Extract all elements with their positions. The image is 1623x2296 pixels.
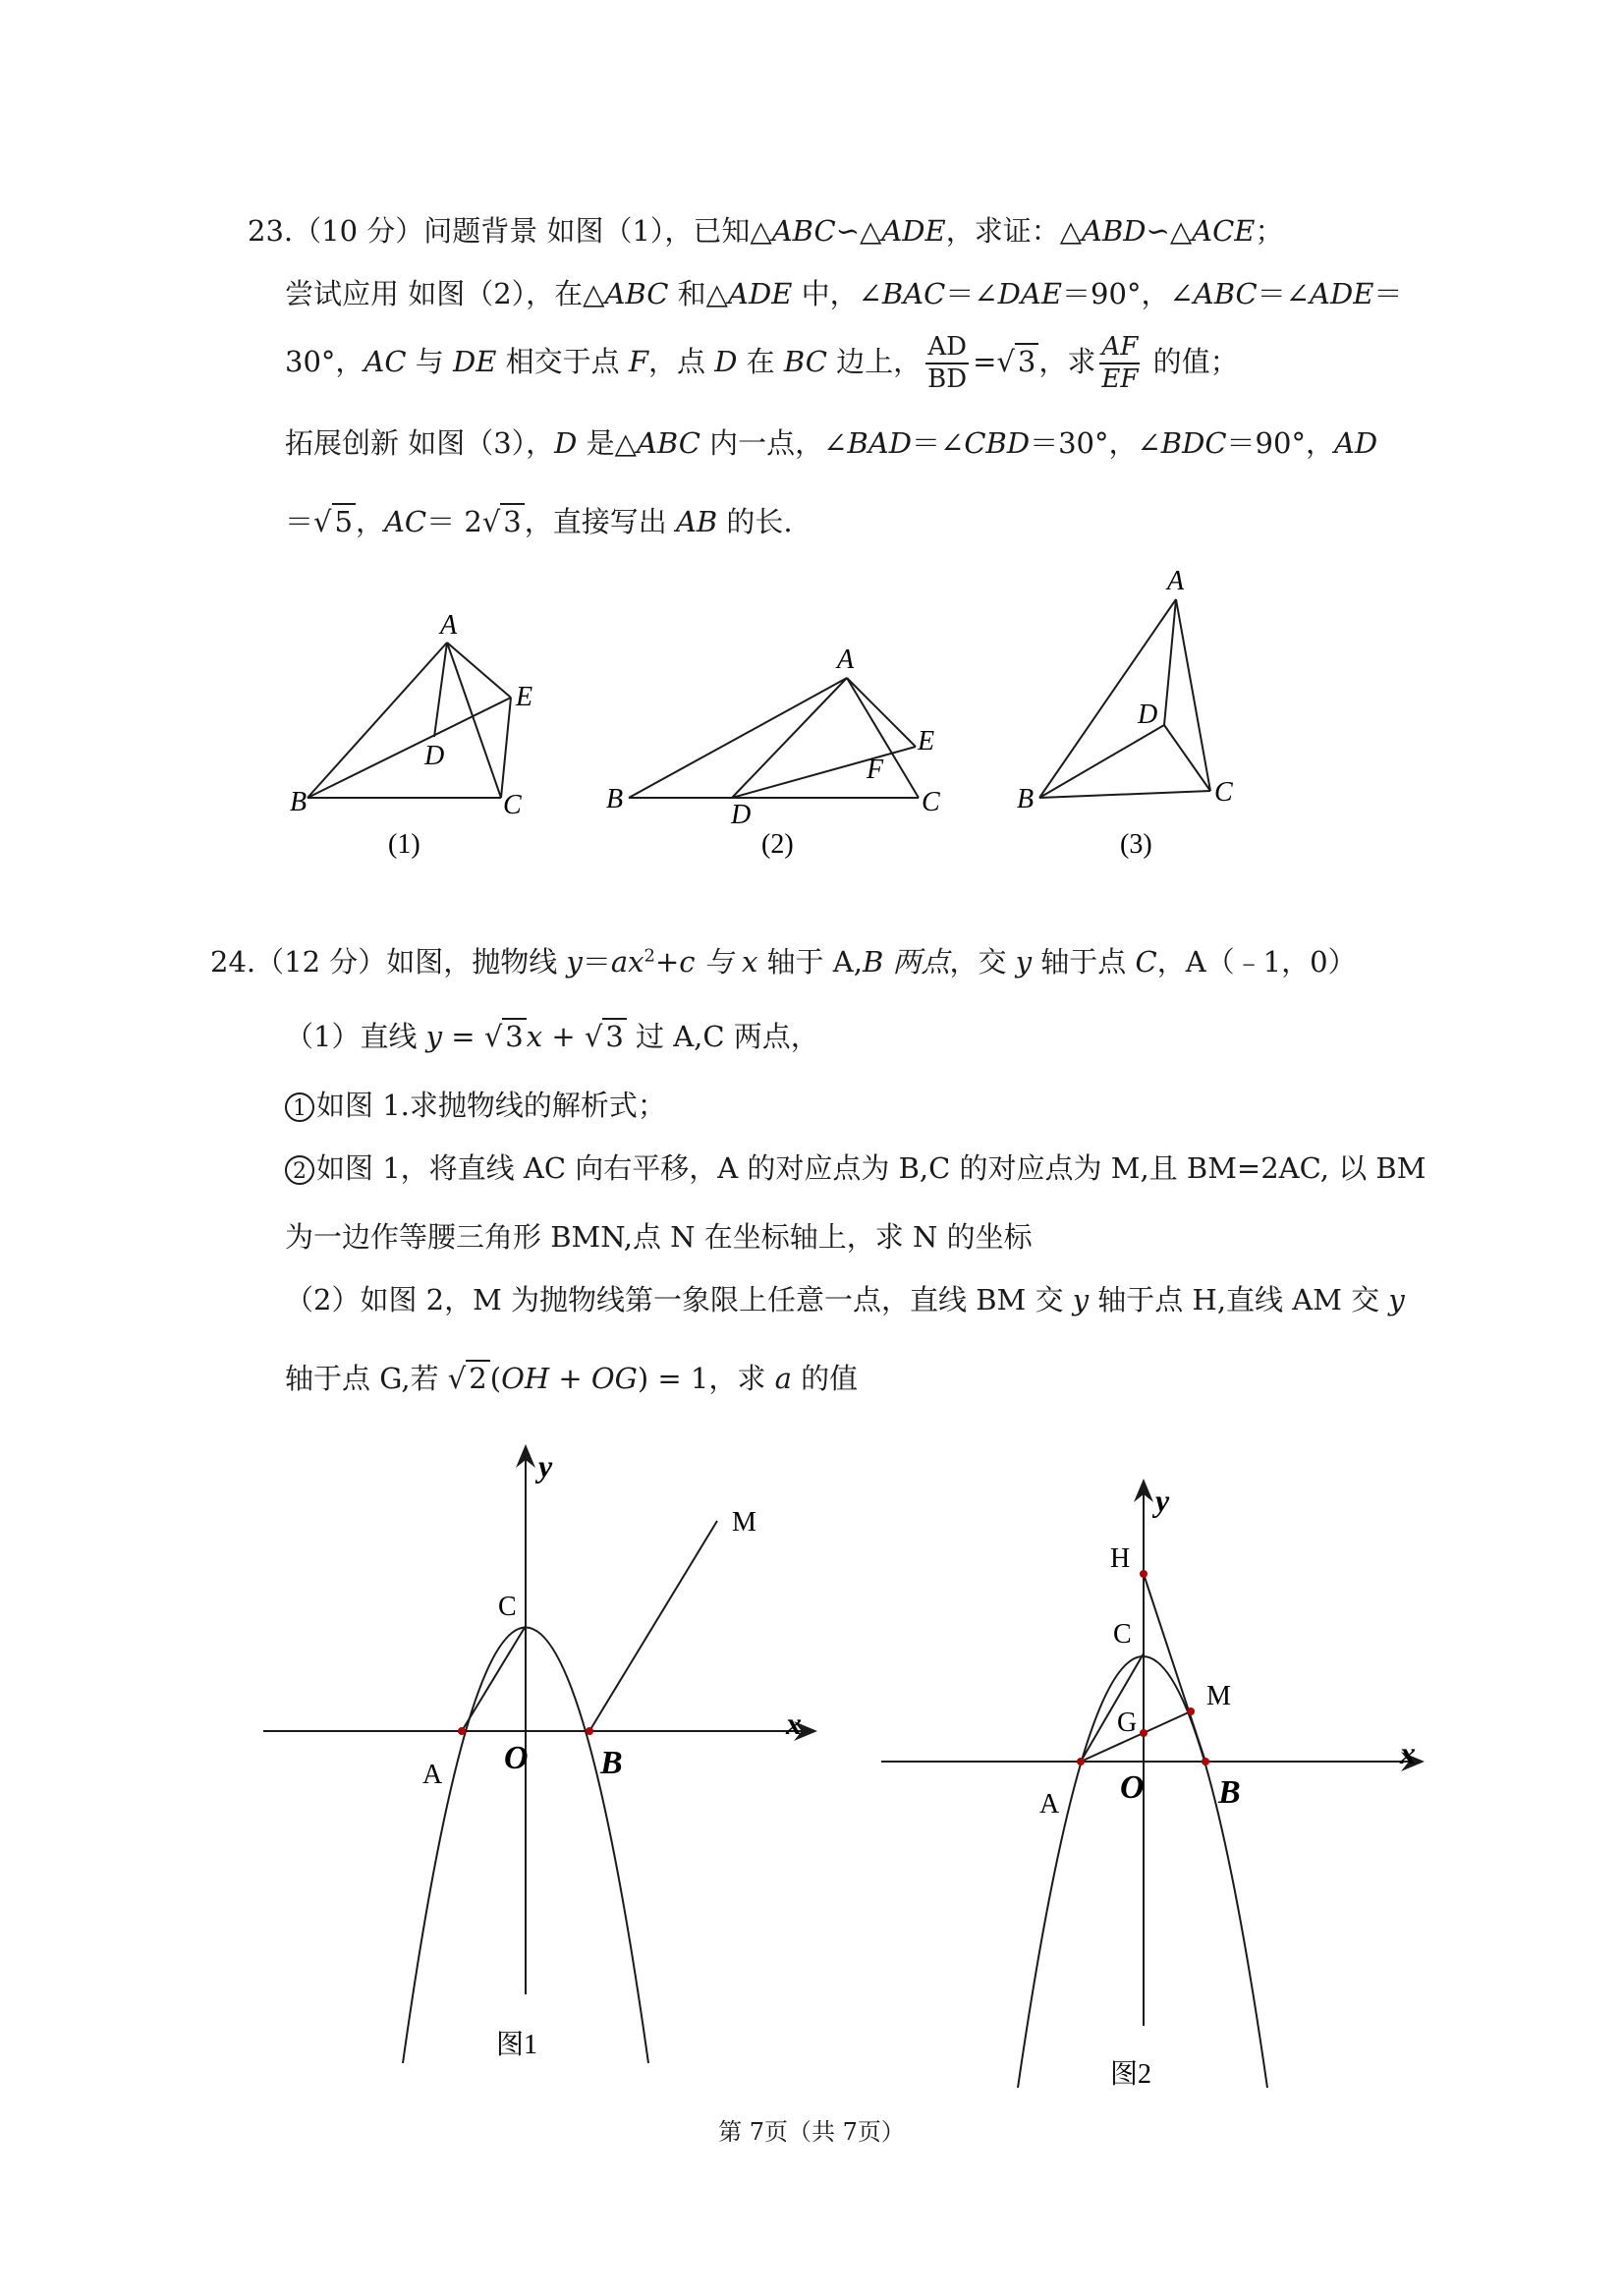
q23-line-4: 拓展创新 如图（3），D 是△ABC 内一点，∠BAD＝∠CBD＝30°，∠BDC＝90°，AD	[285, 426, 1378, 460]
q24-line-6: （2）如图 2，M 为抛物线第一象限上任意一点，直线 BM 交 y 轴于点 H,直线 AM 交 y	[285, 1283, 1405, 1316]
point-H	[1140, 1570, 1147, 1578]
g2-caption: 图2	[1110, 2059, 1152, 2090]
fig3-label-D: D	[1138, 700, 1158, 730]
q23-line-2: 尝试应用 如图（2），在△ABC 和△ADE 中，∠BAC＝∠DAE＝90°，∠ABC＝∠ADE＝	[285, 277, 1403, 310]
fraction-af-ef: $\frac{AF}{EF}$	[1101, 332, 1139, 395]
seg-DE	[732, 747, 916, 798]
line-BM	[589, 1521, 717, 1731]
g2-label-M: M	[1206, 1681, 1231, 1711]
seg-AD	[732, 678, 847, 798]
g2-label-x: x	[1400, 1735, 1416, 1770]
sqrt-5: √ 5	[313, 503, 356, 539]
sqrt-3b: √ 3	[482, 503, 525, 539]
seg-AC	[1176, 599, 1210, 791]
page-footer: 第 7页（共 7页）	[718, 2118, 905, 2146]
seg-BE	[308, 698, 511, 798]
fig1-label-D: D	[424, 741, 445, 771]
fraction-ad-bd: $\frac{AD}{BD}$	[927, 332, 968, 395]
q23-number: 23.	[248, 214, 294, 248]
g1-label-O: O	[504, 1740, 529, 1776]
seg-EC	[501, 698, 511, 798]
q24-line-5: 为一边作等腰三角形 BMN,点 N 在坐标轴上，求 N 的坐标	[285, 1220, 1033, 1254]
circled-number-1: 1	[285, 1092, 314, 1122]
point-B	[1202, 1758, 1209, 1765]
g2-label-A: A	[1039, 1789, 1060, 1820]
q23-line-3: 30°，AC 与 DE 相交于点 F，点 D 在 BC 边上， $\frac{AD}{BD}$ =√ 3 ，求 $\frac{AF}{EF}$ 的值；	[285, 332, 1239, 395]
line-HB	[1144, 1574, 1205, 1762]
g1-label-x: x	[786, 1706, 802, 1741]
point-M	[1187, 1708, 1195, 1715]
q23-line-1: 23.（10 分）问题背景 如图（1），已知△ABC∽△ADE，求证：△ABD∽△ACE；	[248, 214, 1284, 248]
q24-line-7: 轴于点 G,若 √ 2 (OH + OG) = 1，求 a 的值	[285, 1362, 859, 1395]
fig2-label-A: A	[837, 644, 855, 675]
fig2-label-F: F	[867, 755, 884, 785]
seg-AB	[1039, 599, 1176, 798]
seg-AB	[308, 643, 447, 798]
g1-label-M: M	[732, 1507, 756, 1538]
fig2-label-B: B	[606, 784, 624, 814]
fig1-label-E: E	[516, 682, 533, 712]
g1-label-y: y	[538, 1448, 553, 1484]
point-G	[1140, 1729, 1147, 1737]
fig1-label-A: A	[440, 610, 458, 641]
figure-1-diagram	[275, 599, 570, 894]
sqrt-2: √ 2	[448, 1360, 490, 1396]
seg-BD	[1039, 725, 1164, 798]
seg-DC	[1164, 725, 1210, 791]
circled-number-2: 2	[285, 1155, 314, 1185]
fig2-label-D: D	[731, 800, 752, 830]
point-B	[586, 1727, 593, 1735]
g1-label-C: C	[498, 1592, 517, 1622]
fig2-label-C: C	[922, 787, 940, 817]
q24-line-2: （1）直线 y = √ 3 x + √ 3 过 A,C 两点，	[285, 1020, 819, 1053]
g2-label-y: y	[1155, 1483, 1170, 1518]
seg-AD	[434, 643, 447, 737]
point-A	[458, 1727, 466, 1735]
fig2-label-E: E	[918, 726, 935, 756]
g1-label-B: B	[600, 1745, 623, 1781]
g2-label-O: O	[1120, 1769, 1145, 1806]
fig3-label-B: B	[1017, 784, 1035, 814]
q24-line-3: 1 如图 1.求抛物线的解析式；	[285, 1089, 666, 1123]
sqrt-3-const: √ 3	[585, 1018, 627, 1054]
fig1-label-C: C	[503, 790, 522, 820]
q24-number: 24.	[210, 945, 256, 979]
g1-caption: 图1	[496, 2030, 538, 2060]
graph-2	[865, 1474, 1434, 2102]
fig3-caption: (3)	[1120, 829, 1152, 860]
figure-3-diagram	[1012, 560, 1233, 865]
g2-label-H: H	[1110, 1543, 1131, 1574]
seg-BC	[1039, 791, 1210, 798]
seg-AD	[1164, 599, 1176, 725]
figure-2-diagram	[599, 639, 963, 894]
q24-line-4: 2 如图 1，将直线 AC 向右平移，A 的对应点为 B,C 的对应点为 M,且 BM=2AC, 以 BM	[285, 1151, 1426, 1186]
fig2-caption: (2)	[761, 829, 794, 860]
sqrt-3: √ 3	[996, 343, 1038, 379]
q23-line-5: ＝√ 5 ，AC＝ 2√ 3 ，直接写出 AB 的长.	[285, 505, 793, 538]
q24-line-1: 24.（12 分）如图，抛物线 $y=ax^2+c$ 与 x 轴于 A,B 两点，交 y 轴于点 C，A（﹣1，0）	[210, 945, 1357, 979]
point-A	[1077, 1758, 1085, 1765]
graph-1	[246, 1434, 835, 2102]
line-AC	[462, 1626, 526, 1731]
g2-label-C: C	[1113, 1619, 1132, 1650]
fig1-label-B: B	[290, 787, 308, 817]
sqrt-3-coef: √ 3	[484, 1018, 527, 1054]
g2-label-G: G	[1117, 1708, 1138, 1738]
seg-AB	[629, 678, 847, 798]
g1-label-A: A	[422, 1760, 443, 1790]
fig1-caption: (1)	[388, 829, 420, 860]
fig3-label-A: A	[1167, 566, 1185, 596]
g2-label-B: B	[1218, 1774, 1241, 1811]
fig3-label-C: C	[1214, 777, 1233, 808]
